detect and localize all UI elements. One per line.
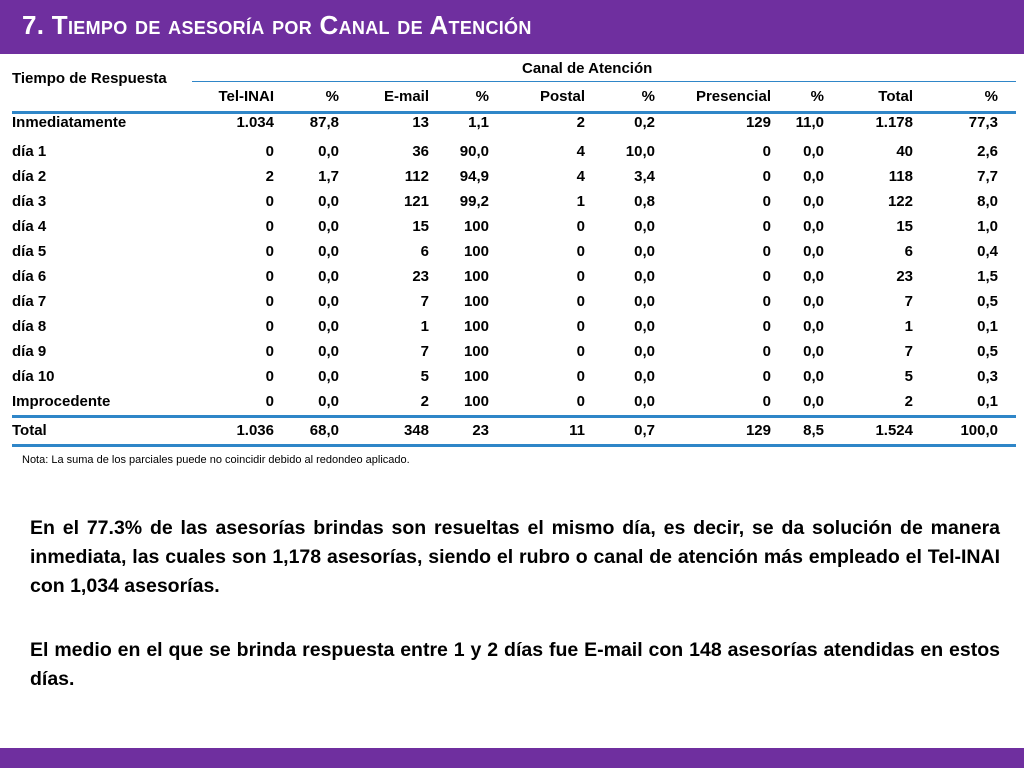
table-row-cell-0: 0 — [265, 143, 274, 160]
table-row-cell-4: 2 — [576, 114, 585, 131]
table-row-cell-0: 0 — [265, 368, 274, 385]
column-header-row — [12, 88, 1016, 112]
total-row — [12, 422, 1016, 446]
table-row-cell-7: 11,0 — [795, 114, 824, 131]
table-row-label: día 10 — [12, 368, 55, 385]
total-rule-top — [12, 415, 1016, 418]
table-row-cell-6: 0 — [762, 193, 771, 210]
table-row-cell-0: 0 — [265, 218, 274, 235]
table-row-cell-3: 100 — [463, 368, 489, 385]
table-row-cell-9: 2,6 — [977, 143, 998, 160]
table-row-cell-6: 0 — [762, 293, 771, 310]
table-row-label: día 4 — [12, 218, 47, 235]
group-underline — [192, 81, 1016, 82]
table-row-cell-8: 1 — [904, 318, 913, 335]
table-row-cell-9: 0,3 — [977, 368, 998, 385]
total-row-cell-9: 100,0 — [960, 422, 998, 439]
table-row-cell-4: 0 — [576, 393, 585, 410]
table-row-cell-7: 0,0 — [803, 318, 824, 335]
table-row-cell-3: 99,2 — [459, 193, 489, 210]
table-row-cell-7: 0,0 — [803, 143, 824, 160]
column-header-cell-2: E-mail — [383, 88, 429, 105]
title-bar — [0, 0, 1024, 54]
table-row-cell-5: 0,0 — [634, 243, 655, 260]
table-row-cell-4: 0 — [576, 293, 585, 310]
column-header-cell-4: Postal — [539, 88, 585, 105]
total-row-label: Total — [12, 422, 47, 439]
table-row-cell-8: 6 — [904, 243, 913, 260]
table-row-cell-7: 0,0 — [803, 218, 824, 235]
table-row-cell-5: 0,0 — [634, 393, 655, 410]
table-row-cell-8: 7 — [904, 293, 913, 310]
table-row-cell-1: 1,7 — [318, 168, 339, 185]
table-row-cell-2: 15 — [412, 218, 429, 235]
table-row-cell-9: 1,0 — [977, 218, 998, 235]
total-row-cell-5: 0,7 — [634, 422, 655, 439]
table-row-cell-9: 0,4 — [977, 243, 998, 260]
table-row-cell-9: 8,0 — [977, 193, 998, 210]
table-row-cell-3: 100 — [463, 218, 489, 235]
paragraph-1: En el 77.3% de las asesorías brindas son resueltas el mismo día, es decir, se da solución de manera inmediata, las cuales son 1,178 asesorías, siendo el rubro o canal de atención más empleado el Tel-INAI con 1,034 asesorías. — [30, 517, 1000, 597]
table-row-cell-3: 100 — [463, 268, 489, 285]
table-row-cell-4: 0 — [576, 268, 585, 285]
table-row-cell-6: 0 — [762, 393, 771, 410]
table-row-cell-9: 0,5 — [977, 343, 998, 360]
slide-title: 7. Tiempo de asesoría por Canal de Atención — [22, 10, 532, 40]
table-row-cell-4: 4 — [576, 143, 585, 160]
table-row-cell-0: 0 — [265, 318, 274, 335]
table-row-cell-7: 0,0 — [803, 193, 824, 210]
total-row-cell-7: 8,5 — [803, 422, 824, 439]
table-row-label: día 8 — [12, 318, 47, 335]
table-row-cell-8: 2 — [904, 393, 913, 410]
table-row-label: día 6 — [12, 268, 47, 285]
table-row-cell-6: 0 — [762, 168, 771, 185]
table-note: Nota: La suma de los parciales puede no coincidir debido al redondeo aplicado. — [22, 454, 410, 466]
table-row-cell-1: 0,0 — [318, 368, 339, 385]
table-row-cell-5: 0,0 — [634, 343, 655, 360]
column-header-cell-7: % — [810, 88, 824, 105]
table-row-cell-2: 7 — [420, 293, 429, 310]
table-row-cell-9: 77,3 — [968, 114, 998, 131]
table-row-cell-6: 129 — [745, 114, 771, 131]
total-row-cell-1: 68,0 — [309, 422, 339, 439]
table-row-cell-4: 4 — [576, 168, 585, 185]
table-row-cell-7: 0,0 — [803, 268, 824, 285]
table-row-cell-6: 0 — [762, 318, 771, 335]
table-row-cell-5: 0,0 — [634, 293, 655, 310]
table-row-cell-3: 100 — [463, 243, 489, 260]
table-row-cell-8: 118 — [888, 168, 913, 185]
table-row — [12, 393, 1016, 417]
table-row-label: día 9 — [12, 343, 47, 360]
table-row-cell-9: 0,1 — [977, 318, 998, 335]
table-row-cell-2: 1 — [420, 318, 429, 335]
table-row-label: Inmediatamente — [12, 114, 127, 131]
table-row-cell-1: 87,8 — [309, 114, 339, 131]
table-row-cell-4: 0 — [576, 343, 585, 360]
table-row-cell-2: 5 — [420, 368, 429, 385]
row-header: Tiempo de Respuesta — [12, 70, 167, 87]
table-row — [12, 143, 1016, 167]
table-row-label: día 1 — [12, 143, 47, 160]
table-row — [12, 268, 1016, 292]
table-row-cell-3: 100 — [463, 318, 489, 335]
table-row-cell-8: 15 — [896, 218, 913, 235]
table-row-cell-2: 121 — [403, 193, 429, 210]
table-row-cell-4: 0 — [576, 368, 585, 385]
table-row — [12, 243, 1016, 267]
table-row — [12, 368, 1016, 392]
group-header: Canal de Atención — [522, 60, 653, 77]
table-row-cell-0: 2 — [265, 168, 274, 185]
table-row-cell-6: 0 — [762, 143, 771, 160]
table-row-cell-5: 0,0 — [634, 218, 655, 235]
column-header-cell-5: % — [641, 88, 655, 105]
table-row-cell-3: 1,1 — [468, 114, 489, 131]
total-row-cell-4: 11 — [569, 422, 585, 439]
table-row-cell-0: 0 — [265, 193, 274, 210]
column-header-cell-6: Presencial — [695, 88, 771, 105]
table-row — [12, 293, 1016, 317]
table-row-cell-5: 10,0 — [625, 143, 655, 160]
total-row-cell-8: 1.524 — [875, 422, 913, 439]
table-row-cell-6: 0 — [762, 268, 771, 285]
table-row-label: día 7 — [12, 293, 47, 310]
table-row-cell-6: 0 — [762, 368, 771, 385]
table-row-cell-1: 0,0 — [318, 143, 339, 160]
table-row-cell-0: 0 — [265, 293, 274, 310]
table-row-cell-5: 0,8 — [634, 193, 655, 210]
table-row-cell-0: 0 — [265, 268, 274, 285]
table-row-cell-1: 0,0 — [318, 193, 339, 210]
table-row-cell-0: 0 — [265, 243, 274, 260]
table-row-cell-5: 0,0 — [634, 368, 655, 385]
table-row-cell-3: 100 — [463, 393, 489, 410]
table-row-cell-7: 0,0 — [803, 243, 824, 260]
column-header-cell-9: % — [984, 88, 998, 105]
footer-bar — [0, 748, 1024, 768]
table-row-cell-1: 0,0 — [318, 218, 339, 235]
table-row-cell-2: 2 — [420, 393, 429, 410]
table-row-cell-2: 112 — [404, 168, 429, 185]
table-row-cell-7: 0,0 — [803, 368, 824, 385]
table-row — [12, 114, 1016, 138]
table-row-cell-8: 5 — [904, 368, 913, 385]
table-row-cell-1: 0,0 — [318, 343, 339, 360]
table-row-cell-8: 122 — [887, 193, 913, 210]
table-row — [12, 343, 1016, 367]
total-row-cell-2: 348 — [403, 422, 429, 439]
table-row-cell-4: 0 — [576, 318, 585, 335]
total-row-cell-0: 1.036 — [236, 422, 274, 439]
table-row-cell-5: 0,0 — [634, 318, 655, 335]
table-row-cell-1: 0,0 — [318, 293, 339, 310]
table-row-label: Improcedente — [12, 393, 111, 410]
table-row-cell-8: 23 — [896, 268, 913, 285]
table-row-cell-4: 1 — [576, 193, 585, 210]
table-row-cell-2: 6 — [420, 243, 429, 260]
table-row — [12, 318, 1016, 342]
table-row-cell-8: 7 — [904, 343, 913, 360]
table-row-cell-1: 0,0 — [318, 243, 339, 260]
table-row-cell-0: 0 — [265, 343, 274, 360]
table-row-cell-2: 36 — [412, 143, 429, 160]
table-row — [12, 193, 1016, 217]
table-row — [12, 218, 1016, 242]
table-row-cell-9: 7,7 — [977, 168, 998, 185]
table-row-cell-8: 1.178 — [875, 114, 913, 131]
total-row-cell-3: 23 — [472, 422, 489, 439]
table-row-cell-8: 40 — [896, 143, 913, 160]
paragraph-2: El medio en el que se brinda respuesta entre 1 y 2 días fue E-mail con 148 asesorías atendidas en estos días. — [30, 639, 1000, 690]
column-header-cell-8: Total — [878, 88, 913, 105]
column-header-cell-0: Tel-INAI — [218, 88, 274, 105]
table-row-cell-3: 94,9 — [459, 168, 489, 185]
total-row-cell-6: 129 — [745, 422, 771, 439]
table-row-cell-5: 0,2 — [634, 114, 655, 131]
table-row-cell-1: 0,0 — [318, 268, 339, 285]
table-row-cell-6: 0 — [762, 218, 771, 235]
column-header-cell-3: % — [475, 88, 489, 105]
table-row-cell-4: 0 — [576, 243, 585, 260]
table-row-cell-1: 0,0 — [318, 393, 339, 410]
table-row-cell-3: 90,0 — [459, 143, 489, 160]
table-row-cell-7: 0,0 — [803, 343, 824, 360]
table-row-cell-2: 23 — [412, 268, 429, 285]
table-row-cell-5: 3,4 — [634, 168, 655, 185]
table-row-cell-7: 0,0 — [803, 293, 824, 310]
table-row-cell-5: 0,0 — [634, 268, 655, 285]
table-row-cell-4: 0 — [576, 218, 585, 235]
table-row-cell-1: 0,0 — [318, 318, 339, 335]
table-row — [12, 168, 1016, 192]
table-row-label: día 3 — [12, 193, 47, 210]
table-row-cell-2: 7 — [420, 343, 429, 360]
total-rule-bottom — [12, 444, 1016, 447]
table-row-label: día 2 — [12, 168, 47, 185]
table-row-cell-6: 0 — [762, 243, 771, 260]
table-row-cell-2: 13 — [412, 114, 429, 131]
table-row-cell-3: 100 — [463, 293, 489, 310]
table-row-cell-6: 0 — [762, 343, 771, 360]
table-row-cell-7: 0,0 — [803, 393, 824, 410]
table-row-label: día 5 — [12, 243, 47, 260]
table-row-cell-0: 0 — [265, 393, 274, 410]
table-row-cell-9: 1,5 — [977, 268, 998, 285]
table-row-cell-0: 1.034 — [236, 114, 274, 131]
column-header-cell-1: % — [325, 88, 339, 105]
table-row-cell-7: 0,0 — [803, 168, 824, 185]
table-row-cell-3: 100 — [463, 343, 489, 360]
table-row-cell-9: 0,5 — [977, 293, 998, 310]
table-row-cell-9: 0,1 — [977, 393, 998, 410]
